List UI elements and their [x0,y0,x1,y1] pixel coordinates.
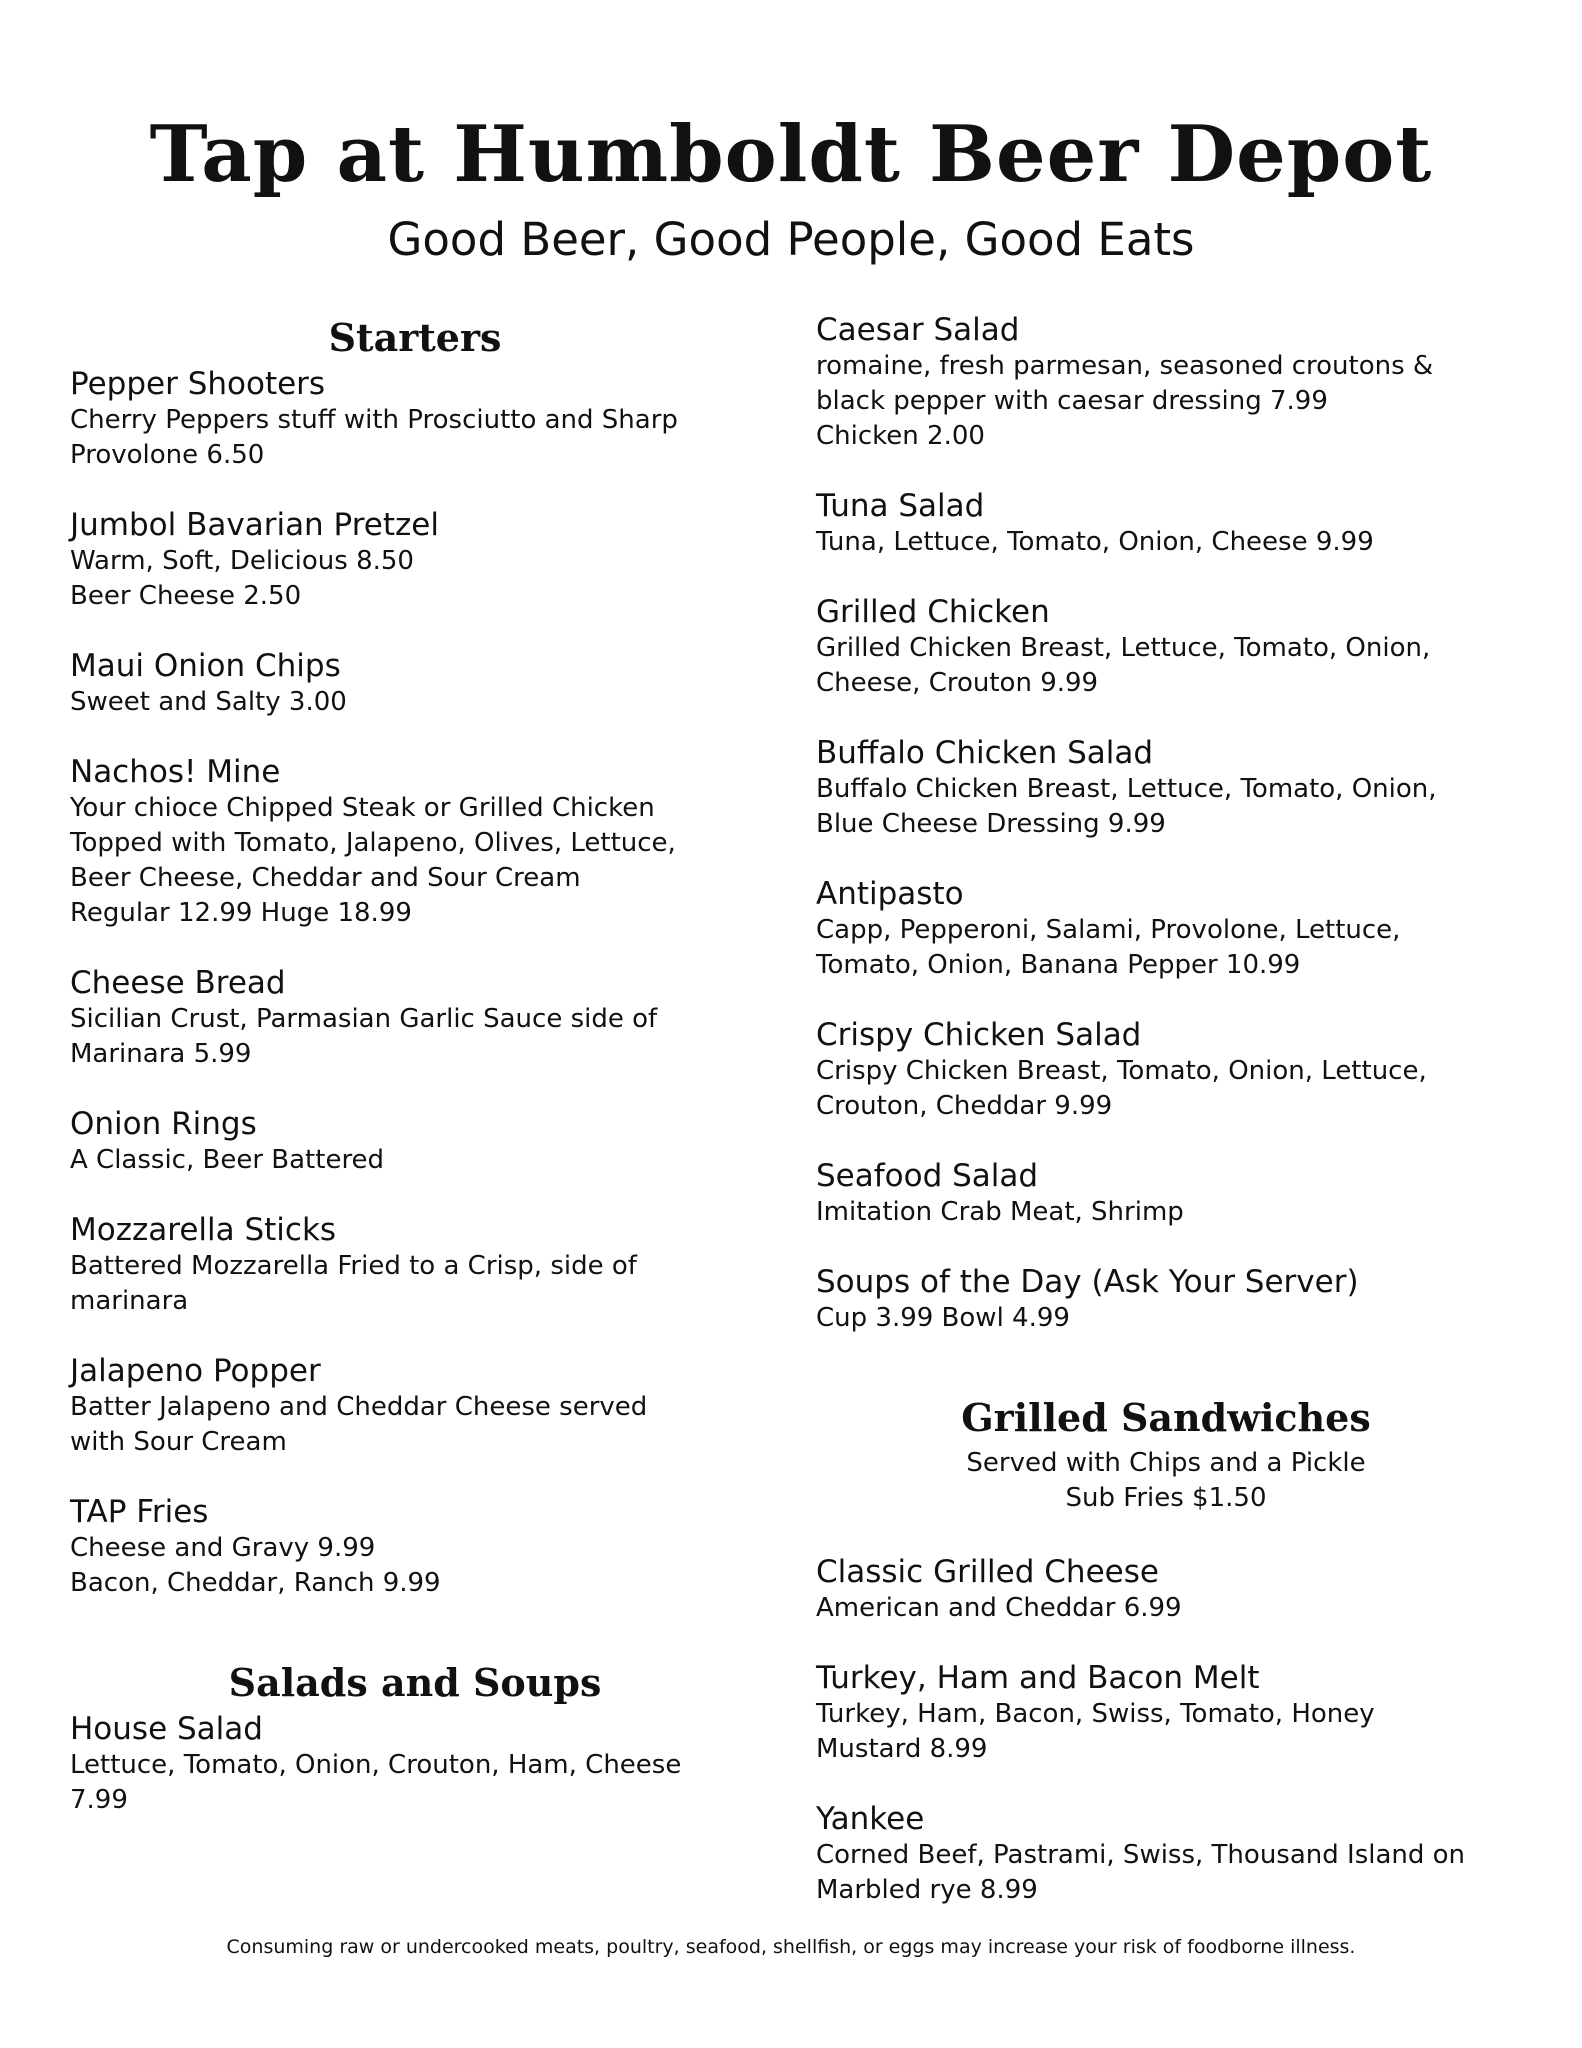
item-description: Grilled Chicken Breast, Lettuce, Tomato, Onion, Cheese, Crouton 9.99 [816,633,1431,698]
restaurant-title: Tap at Humboldt Beer Depot [149,109,1433,200]
menu-item [816,1017,1516,1124]
grilled-sandwiches-heading: Grilled Sandwiches [961,1395,1371,1440]
item-name: TAP Fries [70,1494,209,1530]
sandwiches-fries-note: Sub Fries $1.50 [1065,1483,1267,1513]
restaurant-tagline: Good Beer, Good People, Good Eats [387,213,1195,266]
item-name: Jalapeno Popper [70,1353,321,1389]
sandwiches-subtitle: Served with Chips and a Pickle [966,1448,1366,1478]
item-name: House Salad [70,1711,263,1747]
menu-item [816,876,1516,983]
item-description: Batter Jalapeno and Cheddar Cheese served with Sour Cream [70,1392,648,1457]
item-description: Corned Beef, Pastrami, Swiss, Thousand Island on Marbled rye 8.99 [816,1840,1466,1905]
item-name: Pepper Shooters [70,366,326,402]
item-description: American and Cheddar 6.99 [816,1593,1182,1623]
item-name: Mozzarella Sticks [70,1212,337,1248]
item-name: Jumbol Bavarian Pretzel [70,507,439,543]
menu-item [816,594,1516,701]
item-description: Sicilian Crust, Parmasian Garlic Sauce side of Marinara 5.99 [70,1004,658,1069]
item-name: Cheese Bread [70,965,286,1001]
item-name: Crispy Chicken Salad [816,1017,1142,1053]
item-description: Battered Mozzarella Fried to a Crisp, side of marinara [70,1251,637,1316]
item-name: Soups of the Day (Ask Your Server) [816,1264,1359,1300]
menu-item [70,1353,760,1460]
item-description: Buffalo Chicken Breast, Lettuce, Tomato, Onion, Blue Cheese Dressing 9.99 [816,774,1437,839]
item-description: Tuna, Lettuce, Tomato, Onion, Cheese 9.99 [816,527,1374,557]
menu-item [816,1158,1516,1230]
item-description: Warm, Soft, Delicious 8.50 Beer Cheese 2.50 [70,546,414,611]
item-description: Cup 3.99 Bowl 4.99 [816,1303,1070,1333]
item-name: Maui Onion Chips [70,648,341,684]
item-name: Onion Rings [70,1106,257,1142]
item-name: Seafood Salad [816,1158,1039,1194]
left-column [70,310,760,1852]
menu-item [70,1106,760,1178]
menu-item [816,488,1516,560]
item-name: Turkey, Ham and Bacon Melt [816,1660,1260,1696]
item-description: Crispy Chicken Breast, Tomato, Onion, Lettuce, Crouton, Cheddar 9.99 [816,1056,1427,1121]
item-description: Your chioce Chipped Steak or Grilled Chicken Topped with Tomato, Jalapeno, Olives, Lettuce, Beer Cheese, Cheddar and Sour Cream Regular 12.99 Huge 18.99 [70,793,676,928]
food-safety-disclaimer: Consuming raw or undercooked meats, poultry, seafood, shellfish, or eggs may increase your risk of foodborne illness. [226,1936,1356,1958]
menu-item [816,1660,1516,1767]
menu-item [70,366,760,473]
item-description: Cheese and Gravy 9.99 Bacon, Cheddar, Ranch 9.99 [70,1533,441,1598]
item-description: Lettuce, Tomato, Onion, Crouton, Ham, Cheese 7.99 [70,1750,682,1815]
menu-item [70,965,760,1072]
menu-item [816,1801,1516,1908]
menu-item [816,735,1516,842]
menu-item [70,1711,760,1818]
menu-item [70,1212,760,1319]
menu-item [816,1264,1516,1336]
item-name: Antipasto [816,876,964,912]
menu-item [70,648,760,720]
item-description: Turkey, Ham, Bacon, Swiss, Tomato, Honey Mustard 8.99 [816,1699,1375,1764]
item-name: Caesar Salad [816,312,1020,348]
item-description: Capp, Pepperoni, Salami, Provolone, Lettuce, Tomato, Onion, Banana Pepper 10.99 [816,915,1401,980]
item-description: Sweet and Salty 3.00 [70,687,347,717]
item-name: Tuna Salad [816,488,985,524]
menu-item [70,1494,760,1601]
menu-item [816,1554,1516,1626]
menu-item [70,754,760,931]
item-description: A Classic, Beer Battered [70,1145,385,1175]
item-name: Nachos! Mine [70,754,281,790]
menu-item [816,312,1516,454]
item-name: Grilled Chicken [816,594,1050,630]
item-description: Cherry Peppers stuff with Prosciutto and Sharp Provolone 6.50 [70,405,678,470]
right-column [816,312,1516,1942]
item-description: Imitation Crab Meat, Shrimp [816,1197,1184,1227]
item-name: Buffalo Chicken Salad [816,735,1154,771]
salads-soups-heading: Salads and Soups [228,1660,602,1705]
item-name: Classic Grilled Cheese [816,1554,1159,1590]
item-description: romaine, fresh parmesan, seasoned croutons & black pepper with caesar dressing 7.99 Chicken 2.00 [816,351,1434,451]
menu-item [70,507,760,614]
starters-heading: Starters [328,315,502,360]
item-name: Yankee [816,1801,925,1837]
